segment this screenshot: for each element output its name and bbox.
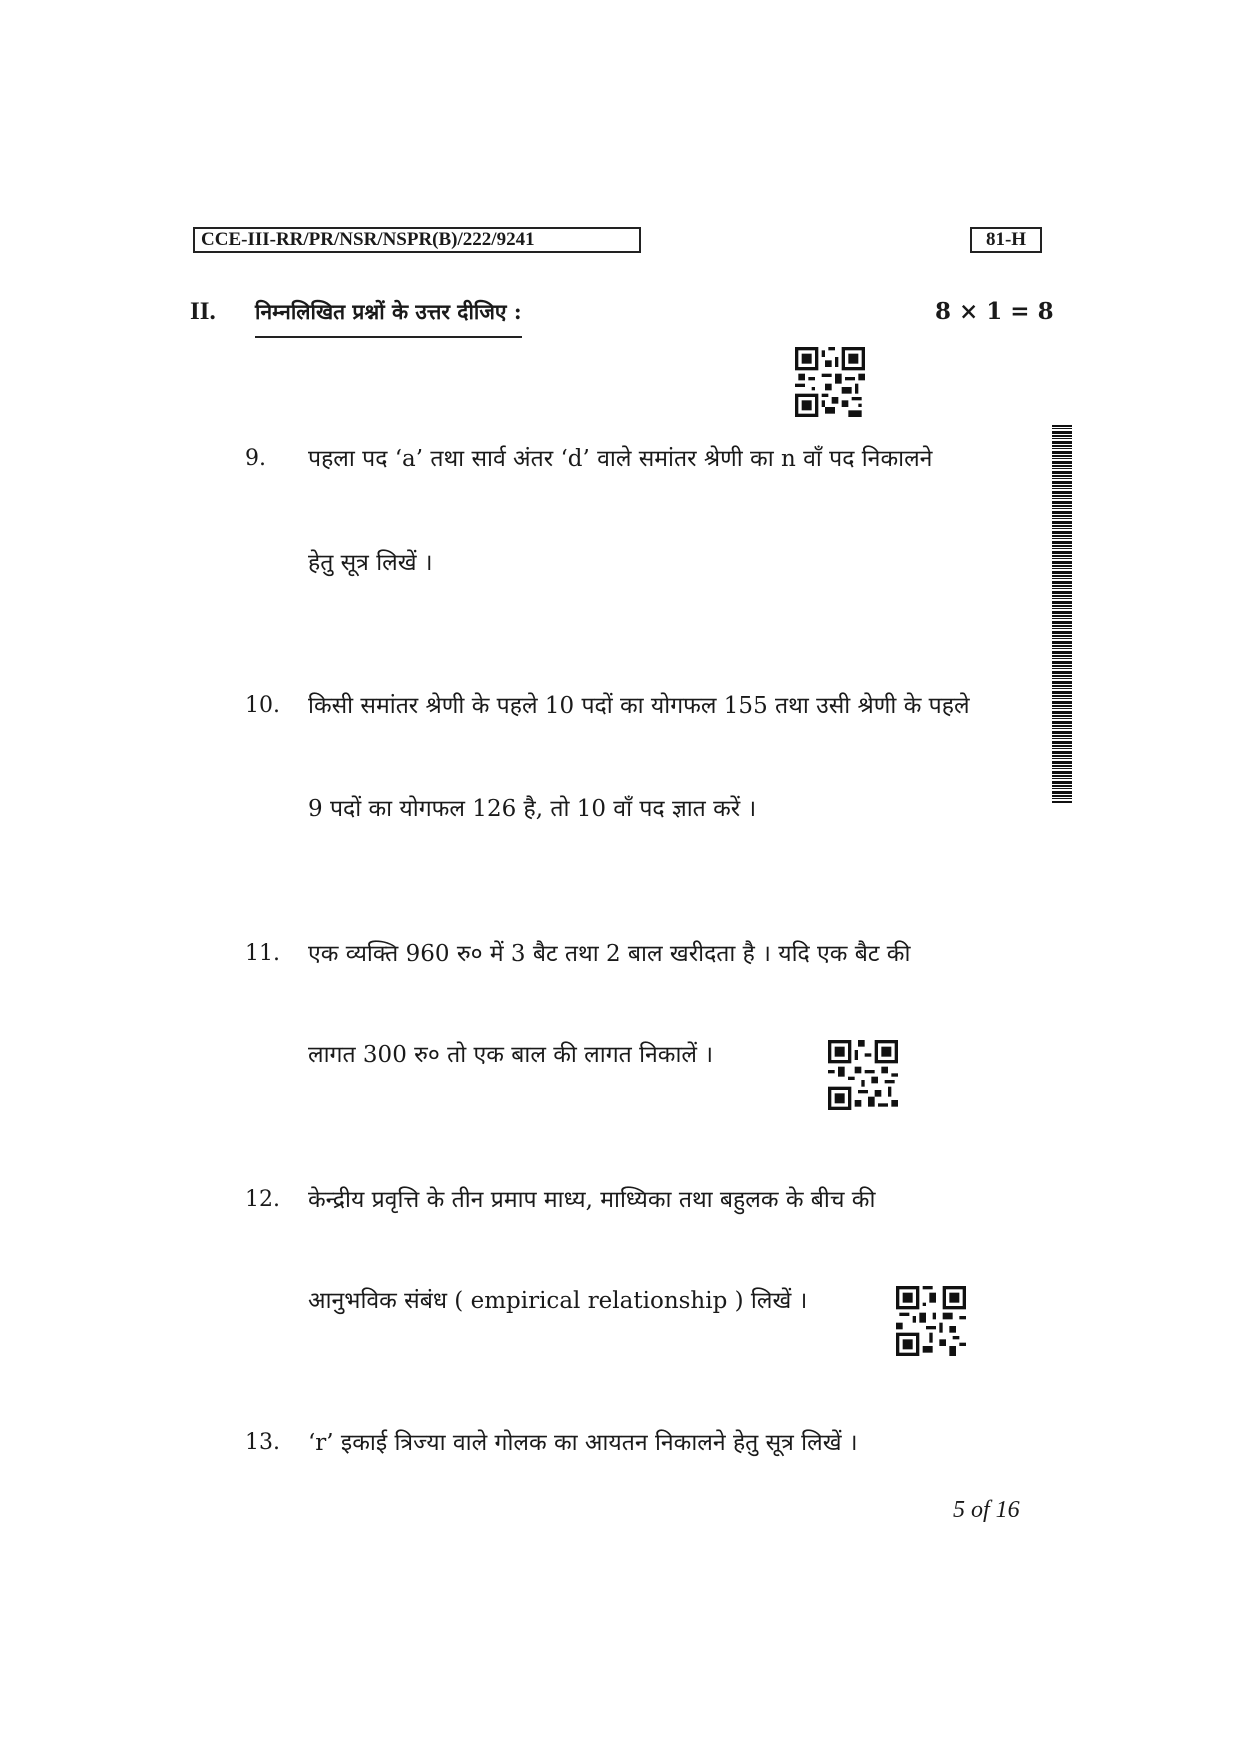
question-text: पहला पद ‘a’ तथा सार्व अंतर ‘d’ वाले समांतर श्रेणी का n वाँ पद निकालने xyxy=(308,446,933,472)
section-marks: 8 × 1 = 8 xyxy=(935,298,1054,325)
barcode xyxy=(1052,425,1072,803)
question-text-continued: आनुभविक संबंध ( empirical relationship ) लिखें । xyxy=(308,1288,808,1314)
page-code: 81-H xyxy=(970,227,1042,253)
qr-code-icon xyxy=(795,347,865,417)
question-text: ‘r’ इकाई त्रिज्या वाले गोलक का आयतन निकालने हेतु सूत्र लिखें । xyxy=(308,1430,858,1456)
question-text: एक व्यक्ति 960 रु० में 3 बैट तथा 2 बाल खरीदता है । यदि एक बैट की xyxy=(308,941,911,967)
question-number: 12. xyxy=(245,1187,280,1212)
section-number: II. xyxy=(190,298,216,325)
question-text-continued: 9 पदों का योगफल 126 है, तो 10 वाँ पद ज्ञात करें । xyxy=(308,796,757,822)
question-text: किसी समांतर श्रेणी के पहले 10 पदों का योगफल 155 तथा उसी श्रेणी के पहले xyxy=(308,693,970,719)
question-text: केन्द्रीय प्रवृत्ति के तीन प्रमाप माध्य, माध्यिका तथा बहुलक के बीच की xyxy=(308,1187,876,1213)
question-text-continued: लागत 300 रु० तो एक बाल की लागत निकालें । xyxy=(308,1042,714,1068)
question-text-continued: हेतु सूत्र लिखें । xyxy=(308,550,433,576)
question-number: 10. xyxy=(245,693,280,718)
qr-code-icon xyxy=(896,1286,966,1356)
paper-code: CCE-III-RR/PR/NSR/NSPR(B)/222/9241 xyxy=(193,227,641,253)
question-number: 9. xyxy=(245,446,266,471)
section-title: निम्नलिखित प्रश्नों के उत्तर दीजिए : xyxy=(255,298,522,338)
question-number: 11. xyxy=(245,941,280,966)
question-number: 13. xyxy=(245,1430,280,1455)
page-number: 5 of 16 xyxy=(953,1497,1020,1523)
qr-code-icon xyxy=(828,1040,898,1110)
